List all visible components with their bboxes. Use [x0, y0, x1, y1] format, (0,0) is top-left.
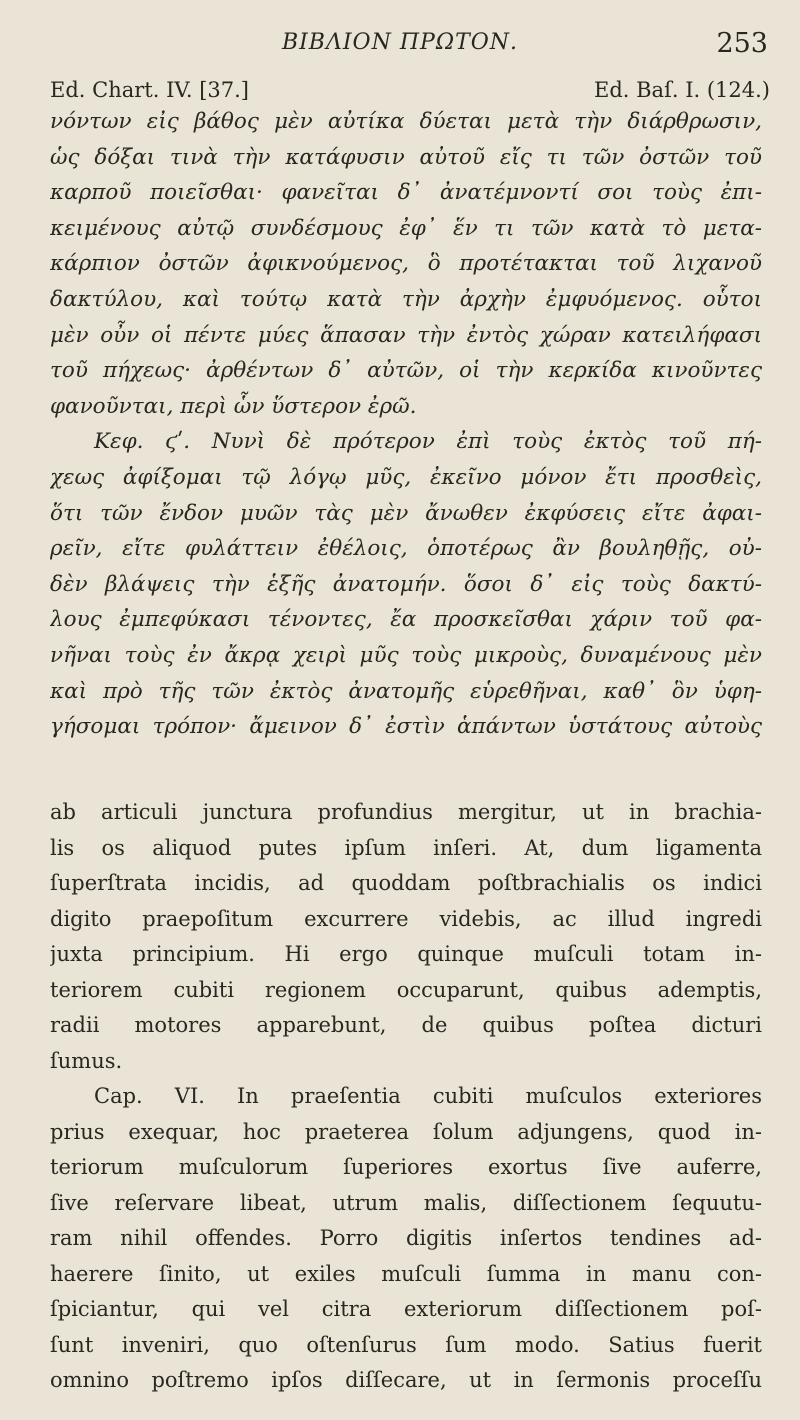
greek-line: καρποῦ ποιεῖσθαι· φανεῖται δ᾿ ἀνατέμνοντί σοι τοὺς ἐπι-: [50, 180, 762, 206]
latin-text-block: [50, 795, 762, 1399]
latin-line: omnino poſtremo ipſos diſſecare, ut in ſermonis proceſſu: [50, 1368, 762, 1392]
greek-line: καὶ πρὸ τῆς τῶν ἐκτὸς ἀνατομῆς εὑρεθῆναι, καθ᾿ ὃν ὑφη-: [50, 678, 762, 704]
latin-line: ſumus.: [50, 1048, 123, 1073]
greek-line: κάρπιον ὀστῶν ἀφικνούμενος, ὃ προτέτακται τοῦ λιχανοῦ: [50, 251, 762, 277]
latin-line: ſuperſtrata incidis, ad quoddam poſtbrachialis os indici: [50, 871, 762, 895]
greek-line: τοῦ πήχεως· ἀρθέντων δ᾿ αὐτῶν, οἱ τὴν κερκίδα κινοῦντες: [50, 358, 762, 384]
greek-chapter-heading-line: Κεφ. ϛʹ. Νυνὶ δὲ πρότερον ἐπὶ τοὺς ἐκτὸς τοῦ πή-: [94, 429, 762, 455]
latin-line: ab articuli junctura profundius mergitur, ut in brachia-: [50, 800, 762, 824]
greek-line: χεως ἀφίξομαι τῷ λόγῳ μῦς, ἐκεῖνο μόνον ἔτι προσθεὶς,: [50, 464, 762, 490]
latin-line: teriorum muſculorum ſuperiores exortus ſive auferre,: [50, 1155, 762, 1179]
running-head: [0, 30, 800, 66]
running-title: ΒΙΒΛΙΟΝ ΠΡΩΤΟΝ.: [281, 30, 519, 55]
greek-line: κειμένους αὐτῷ συνδέσμους ἐφ᾿ ἕν τι τῶν κατὰ τὸ μετα-: [50, 215, 762, 241]
latin-line: ſpiciantur, qui vel citra exteriorum diſſectionem poſ-: [50, 1297, 762, 1321]
latin-line: haerere ſinito, ut exiles muſculi ſumma in manu con-: [50, 1261, 762, 1286]
greek-line: λους ἐμπεφύκασι τένοντες, ἔα προσκεῖσθαι χάριν τοῦ φα-: [50, 607, 762, 633]
greek-line: ὡς δόξαι τινὰ τὴν κατάφυσιν αὐτοῦ εἴς τι τῶν ὀστῶν τοῦ: [50, 144, 762, 170]
latin-line: lis os aliquod putes ipſum inſeri. At, dum ligamenta: [50, 835, 762, 860]
latin-line: teriorem cubiti regionem occuparunt, quibus ademptis,: [50, 977, 762, 1002]
edition-reference-chartier: Ed. Chart. IV. [37.]: [50, 78, 249, 102]
greek-line: γήσομαι τρόπον· ἄμεινον δ᾿ ἐστὶν ἁπάντων ὑστάτους αὐτοὺς: [50, 714, 762, 740]
greek-line: φανοῦνται, περὶ ὧν ὕστερον ἐρῶ.: [50, 393, 417, 419]
greek-line: νῆναι τοὺς ἐν ἄκρᾳ χειρὶ μῦς τοὺς μικροὺς, δυναμένους μὲν: [50, 642, 762, 668]
greek-line: νόντων εἰς βάθος μὲν αὐτίκα δύεται μετὰ τὴν διάρθρωσιν,: [50, 109, 762, 134]
latin-line: digito praepoſitum excurrere videbis, ac illud ingredi: [50, 906, 762, 931]
latin-line: ſunt inveniri, quo oſtenſurus ſum modo. Satius fuerit: [50, 1332, 762, 1357]
page-number: 253: [716, 28, 768, 59]
latin-line: prius exequar, hoc praeterea ſolum adjungens, quod in-: [50, 1119, 762, 1144]
edition-reference-basel: Ed. Baſ. I. (124.): [594, 78, 770, 102]
latin-line: juxta principium. Hi ergo quinque muſculi totam in-: [50, 942, 762, 966]
greek-line: ρεῖν, εἴτε φυλάττειν ἐθέλοις, ὁποτέρως ἂν βουληθῇς, οὐ-: [50, 536, 762, 562]
latin-line: ſive reſervare libeat, utrum malis, diſſectionem ſequutu-: [50, 1190, 762, 1215]
latin-chapter-heading-line: Cap. VI. In praeſentia cubiti muſculos exteriores: [94, 1084, 762, 1108]
latin-line: ram nihil offendes. Porro digitis inſertos tendines ad-: [50, 1226, 762, 1250]
greek-line: δακτύλου, καὶ τούτῳ κατὰ τὴν ἀρχὴν ἐμφυόμενος. οὗτοι: [50, 286, 762, 312]
greek-line: δὲν βλάψεις τὴν ἑξῆς ἀνατομήν. ὅσοι δ᾿ εἰς τοὺς δακτύ-: [50, 571, 762, 597]
greek-text-block: [50, 104, 762, 745]
greek-line: ὅτι τῶν ἔνδον μυῶν τὰς μὲν ἄνωθεν ἐκφύσεις εἴτε ἀφαι-: [50, 500, 762, 526]
latin-line: radii motores apparebunt, de quibus poſtea dicturi: [50, 1013, 762, 1037]
greek-line: μὲν οὖν οἱ πέντε μύες ἅπασαν τὴν ἐντὸς χώραν κατειλήφασι: [50, 322, 762, 348]
